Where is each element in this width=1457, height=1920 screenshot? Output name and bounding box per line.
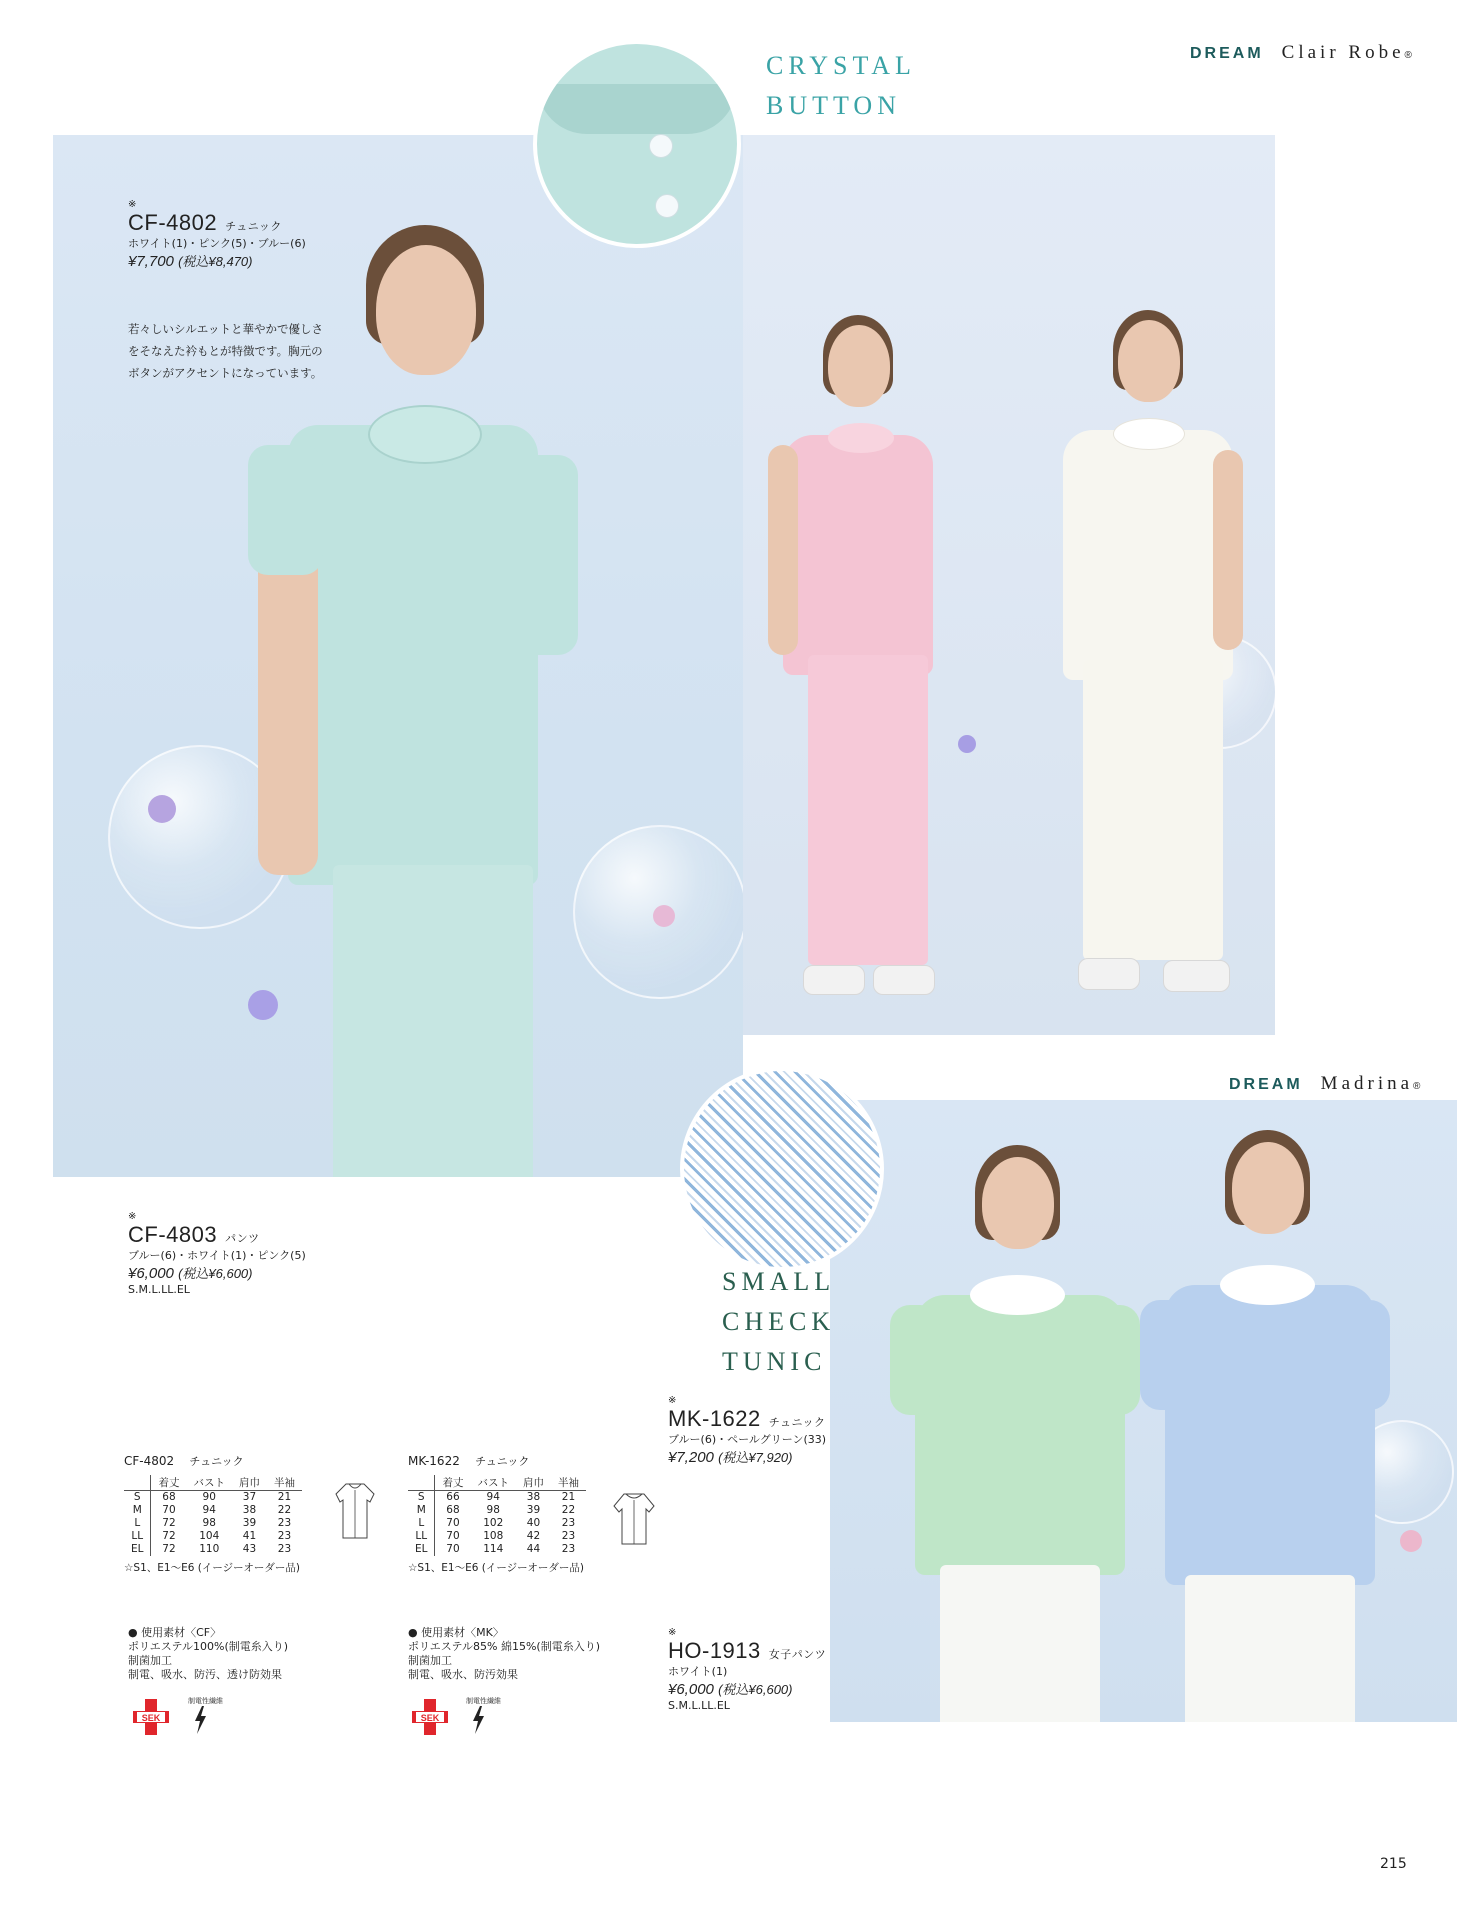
- product-type: チュニック: [225, 221, 282, 233]
- cell: 40: [526, 1517, 541, 1529]
- registered-mark: ®: [1413, 1081, 1424, 1092]
- product-code: MK-1622: [668, 1406, 761, 1431]
- cell: 70: [446, 1543, 460, 1555]
- cell: 90: [202, 1491, 216, 1503]
- product-code: CF-4802: [128, 210, 218, 235]
- mark-star: ※: [128, 199, 137, 210]
- product-price: ¥6,000: [668, 1681, 714, 1698]
- cell: 98: [486, 1504, 500, 1516]
- size-table-mk1622: [408, 1453, 586, 1575]
- col-header: 着丈: [435, 1475, 471, 1491]
- cell: 23: [277, 1530, 292, 1542]
- product-type: チュニック: [768, 1417, 826, 1429]
- cell: 98: [202, 1517, 216, 1529]
- cell: 114: [483, 1543, 504, 1555]
- flower-decor: [653, 905, 675, 927]
- col-header: 肩巾: [232, 1475, 267, 1491]
- product-cf4803: [128, 1212, 306, 1297]
- cell: 37: [242, 1491, 257, 1503]
- col-header: 肩巾: [516, 1475, 551, 1491]
- detail-small-check: [680, 1067, 884, 1271]
- brand-header-clair-robe: [1190, 42, 1415, 64]
- feature-line: SMALL: [722, 1267, 836, 1296]
- material-line: 制電、吸水、防汚効果: [408, 1668, 518, 1681]
- cell: 110: [199, 1543, 220, 1555]
- cell: 70: [446, 1530, 460, 1542]
- product-type: 女子パンツ: [768, 1649, 827, 1661]
- col-header: バスト: [470, 1475, 516, 1491]
- size-table-note: ☆S1、E1〜E6 (イージーオーダー品): [124, 1562, 300, 1574]
- product-sizes: S.M.L.LL.EL: [668, 1699, 730, 1712]
- model-figure: [1140, 1130, 1390, 1722]
- cell: 68: [162, 1491, 176, 1503]
- col-header: [408, 1475, 435, 1491]
- size-table-type: チュニック: [189, 1455, 244, 1468]
- cell: 23: [561, 1517, 576, 1529]
- cell: 70: [446, 1517, 460, 1529]
- materials-cf: [128, 1626, 288, 1682]
- col-header: 半袖: [267, 1475, 302, 1491]
- model-figure: [763, 315, 943, 1005]
- cell: L: [408, 1517, 435, 1530]
- size-table-title: CF-4802: [124, 1454, 175, 1468]
- product-price: ¥7,200: [668, 1449, 714, 1466]
- mark-star: ※: [668, 1627, 677, 1638]
- detail-crystal-button: [533, 40, 741, 248]
- cell: 23: [561, 1543, 576, 1555]
- photo-mk1622: [830, 1100, 1457, 1722]
- flower-decor: [1400, 1530, 1422, 1552]
- table-row: [408, 1517, 586, 1530]
- product-price: ¥7,700: [128, 253, 174, 270]
- lightning-icon: [470, 1705, 486, 1735]
- description-line: 若々しいシルエットと華やかで優しさ: [128, 322, 323, 336]
- size-table-type: チュニック: [475, 1455, 530, 1468]
- material-line: 制菌加工: [408, 1654, 452, 1667]
- size-table-note: ☆S1、E1〜E6 (イージーオーダー品): [408, 1562, 584, 1574]
- cell: 108: [483, 1530, 504, 1542]
- cell: M: [408, 1504, 435, 1517]
- feature-line: CRYSTAL: [766, 51, 916, 80]
- sek-label: SEK: [420, 1713, 440, 1723]
- sek-label: SEK: [141, 1713, 161, 1723]
- cell: 42: [526, 1530, 541, 1542]
- cell: 21: [277, 1491, 292, 1503]
- table-row: [124, 1543, 302, 1556]
- table-row: [408, 1504, 586, 1517]
- brand-sub: Madrina: [1320, 1073, 1414, 1094]
- materials-mk: [408, 1626, 600, 1682]
- product-tax-price: (税込¥7,920): [718, 1450, 793, 1465]
- table-row: [124, 1491, 302, 1505]
- size-table-cf4802: [124, 1453, 302, 1575]
- col-header: バスト: [186, 1475, 232, 1491]
- col-header: 着丈: [151, 1475, 187, 1491]
- cell: EL: [408, 1543, 435, 1556]
- product-colors: ホワイト(1): [668, 1665, 728, 1678]
- cell: 94: [202, 1504, 216, 1516]
- product-description: [128, 318, 323, 384]
- page-number: 215: [1380, 1856, 1407, 1872]
- table-row: [124, 1517, 302, 1530]
- material-line: ポリエステル85% 綿15%(制電糸入り): [408, 1640, 600, 1653]
- cell: 72: [162, 1517, 176, 1529]
- product-sizes: S.M.L.LL.EL: [128, 1283, 190, 1296]
- cell: 22: [277, 1504, 292, 1516]
- cell: 94: [486, 1491, 500, 1503]
- cell: 39: [526, 1504, 541, 1516]
- cell: 102: [483, 1517, 504, 1529]
- table-row: [124, 1504, 302, 1517]
- cell: 104: [199, 1530, 220, 1542]
- sek-mark-icon: [131, 1697, 171, 1737]
- feature-title-crystal-button: [766, 46, 916, 126]
- model-figure: [890, 1145, 1140, 1722]
- registered-mark: ®: [1404, 50, 1415, 61]
- tunic-outline-icon: [612, 1490, 656, 1548]
- cell: L: [124, 1517, 151, 1530]
- product-mk1622: [668, 1396, 826, 1466]
- material-line: ポリエステル100%(制電糸入り): [128, 1640, 289, 1653]
- size-table: [124, 1475, 302, 1556]
- cell: 23: [277, 1517, 292, 1529]
- product-code: CF-4803: [128, 1222, 218, 1247]
- product-tax-price: (税込¥6,600): [178, 1266, 253, 1281]
- flower-decor: [148, 795, 176, 823]
- table-row: [408, 1491, 586, 1505]
- cell: 38: [242, 1504, 257, 1516]
- cell: 66: [446, 1491, 460, 1503]
- brand-sub: Clair Robe: [1281, 42, 1405, 63]
- flower-decor: [958, 735, 976, 753]
- feature-line: BUTTON: [766, 91, 901, 120]
- photo-cf4802-blue: [53, 135, 743, 1177]
- feature-title-small-check-tunic: [722, 1262, 835, 1382]
- mark-star: ※: [668, 1395, 677, 1406]
- table-row: [408, 1530, 586, 1543]
- table-row: [408, 1543, 586, 1556]
- brand-label: DREAM: [1190, 45, 1264, 62]
- cell: 21: [561, 1491, 576, 1503]
- mark-star: ※: [128, 1211, 137, 1222]
- description-line: ボタンがアクセントになっています。: [128, 366, 323, 380]
- material-line: 制菌加工: [128, 1654, 172, 1667]
- lightning-icon: [192, 1705, 208, 1735]
- model-figure: [1043, 310, 1243, 1010]
- brand-label: DREAM: [1229, 1076, 1303, 1093]
- cell: LL: [408, 1530, 435, 1543]
- cell: 38: [526, 1491, 541, 1503]
- product-cf4802: [128, 200, 306, 270]
- product-type: パンツ: [225, 1233, 260, 1245]
- col-header: [124, 1475, 151, 1491]
- size-table-title: MK-1622: [408, 1454, 460, 1468]
- product-colors: ブルー(6)・ペールグリーン(33): [668, 1433, 827, 1446]
- cell: 68: [446, 1504, 460, 1516]
- product-ho1913: [668, 1628, 826, 1713]
- cell: 70: [162, 1504, 176, 1516]
- cell: LL: [124, 1530, 151, 1543]
- table-row: [124, 1530, 302, 1543]
- cell: 39: [242, 1517, 257, 1529]
- cell: M: [124, 1504, 151, 1517]
- product-colors: ブルー(6)・ホワイト(1)・ピンク(5): [128, 1249, 306, 1262]
- photo-cf4802-pink-white: [743, 135, 1275, 1035]
- cell: 43: [242, 1543, 257, 1555]
- col-header: 半袖: [551, 1475, 586, 1491]
- product-tax-price: (税込¥6,600): [718, 1682, 793, 1697]
- product-code: HO-1913: [668, 1638, 761, 1663]
- material-line: ● 使用素材〈CF〉: [128, 1626, 222, 1639]
- feature-line: CHECK: [722, 1307, 836, 1336]
- product-colors: ホワイト(1)・ピンク(5)・ブルー(6): [128, 237, 306, 250]
- cell: 72: [162, 1543, 176, 1555]
- tunic-outline-icon: [334, 1480, 376, 1542]
- cell: 72: [162, 1530, 176, 1542]
- cell: 23: [277, 1543, 292, 1555]
- material-line: ● 使用素材〈MK〉: [408, 1626, 504, 1639]
- product-price: ¥6,000: [128, 1265, 174, 1282]
- material-line: 制電、吸水、防汚、透け防効果: [128, 1668, 282, 1681]
- cell: 22: [561, 1504, 576, 1516]
- cell: 44: [526, 1543, 541, 1555]
- cell: 41: [242, 1530, 257, 1542]
- cell: EL: [124, 1543, 151, 1556]
- feature-line: TUNIC: [722, 1347, 827, 1376]
- size-table: [408, 1475, 586, 1556]
- antistatic-label: 制電性繊維: [188, 1697, 223, 1705]
- cell: S: [408, 1491, 435, 1505]
- product-tax-price: (税込¥8,470): [178, 254, 253, 269]
- sek-mark-icon: [410, 1697, 450, 1737]
- cell: S: [124, 1491, 151, 1505]
- cell: 23: [561, 1530, 576, 1542]
- brand-header-madrina: [1229, 1073, 1423, 1095]
- antistatic-label: 制電性繊維: [466, 1697, 501, 1705]
- description-line: をそなえた衿もとが特徴です。胸元の: [128, 344, 323, 358]
